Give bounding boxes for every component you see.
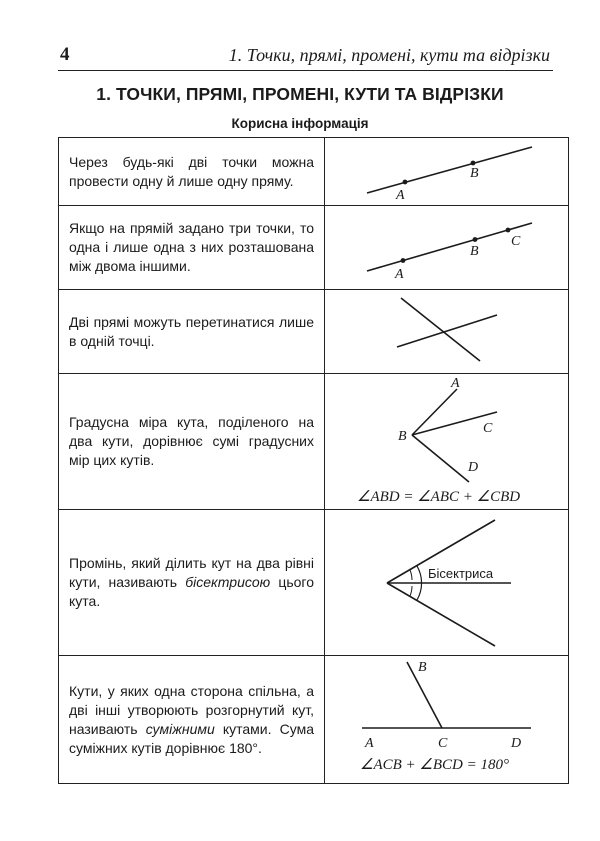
- formula: ∠ABD = ∠ABC + ∠CBD: [357, 488, 521, 505]
- label-a: A: [365, 735, 374, 751]
- label-d: D: [468, 459, 479, 475]
- row-4-text: Градусна міра кута, поділеного на два кути, дорівнює сумі градусних мір цих кутів.: [59, 374, 325, 510]
- row-5-text-after: цього кута.: [69, 574, 315, 609]
- ray-lower: [387, 583, 495, 646]
- point-c: [506, 227, 511, 232]
- label-b: B: [398, 428, 407, 444]
- table-row: [59, 510, 569, 656]
- formula: ∠ACB + ∠BCD = 180°: [360, 756, 509, 773]
- row-3-text: Дві прямі можуть перетинатися лише в одній точці.: [59, 290, 325, 374]
- point-a: [401, 258, 406, 263]
- label-b: B: [470, 165, 479, 181]
- row-4-figure: [325, 374, 569, 510]
- three-points-on-line-diagram: [325, 207, 568, 289]
- row-5-figure: [325, 510, 569, 656]
- row-6-text: [59, 656, 325, 784]
- table-row: [59, 206, 569, 290]
- row-3-figure: [325, 290, 569, 374]
- point-b: [471, 160, 476, 165]
- intersecting-lines-diagram: [325, 291, 568, 373]
- label-a: A: [396, 187, 405, 203]
- info-table: [58, 137, 569, 784]
- table-row: [59, 138, 569, 206]
- equal-mark-lower: [410, 586, 412, 596]
- label-c: C: [483, 420, 493, 436]
- subtitle: Корисна інформація: [231, 116, 369, 131]
- equal-mark-upper: [410, 570, 412, 580]
- line-2: [397, 315, 497, 347]
- adjacent-term: суміжними: [145, 720, 215, 737]
- running-title: 1. Точки, прямі, промені, кути та відрізки: [228, 45, 550, 65]
- row-2-text: Якщо на прямій задано три точки, то одна і лише одна з них розташована між двома іншими.: [59, 206, 325, 290]
- row-5-text: [59, 510, 325, 656]
- label-d: D: [511, 735, 522, 751]
- bisector-label: Бісектриса: [428, 565, 494, 581]
- adjacent-angles-diagram: [325, 657, 568, 783]
- row-6-text-before: Кути, у яких одна сторона спільна, а дві інші утворюють розгорнутий кут, називають: [69, 682, 314, 737]
- label-b: B: [418, 659, 427, 675]
- point-b: [473, 237, 478, 242]
- label-a: A: [395, 266, 404, 282]
- page-number: 4: [60, 44, 70, 65]
- label-c: C: [438, 735, 448, 751]
- label-a: A: [451, 375, 460, 391]
- row-5-text-before: Промінь, який ділить кут на два рівні кути, називають: [69, 555, 314, 590]
- section-title: 1. ТОЧКИ, ПРЯМІ, ПРОМЕНІ, КУТИ ТА ВІДРІЗКИ: [96, 84, 504, 104]
- table-row: [59, 656, 569, 784]
- line-through-two-points-diagram: [325, 139, 568, 205]
- point-a: [403, 179, 408, 184]
- row-6-text-after: кутами. Сума суміжних кутів дорівнює 180°.: [69, 720, 314, 756]
- label-c: C: [511, 233, 521, 249]
- table-row: [59, 374, 569, 510]
- line: [367, 147, 532, 193]
- ray-bd: [412, 435, 469, 482]
- bisector-diagram: [325, 511, 568, 655]
- label-b: B: [470, 243, 479, 259]
- line-1: [401, 298, 480, 361]
- row-6-figure: [325, 656, 569, 784]
- row-1-text: Через будь-які дві точки можна провести одну й лише одну пряму.: [59, 138, 325, 206]
- angle-sum-diagram: [325, 375, 568, 509]
- row-2-figure: [325, 206, 569, 290]
- header-rule: [58, 70, 553, 71]
- row-1-figure: [325, 138, 569, 206]
- table-row: [59, 290, 569, 374]
- bisector-term: бісектрисою: [185, 574, 271, 590]
